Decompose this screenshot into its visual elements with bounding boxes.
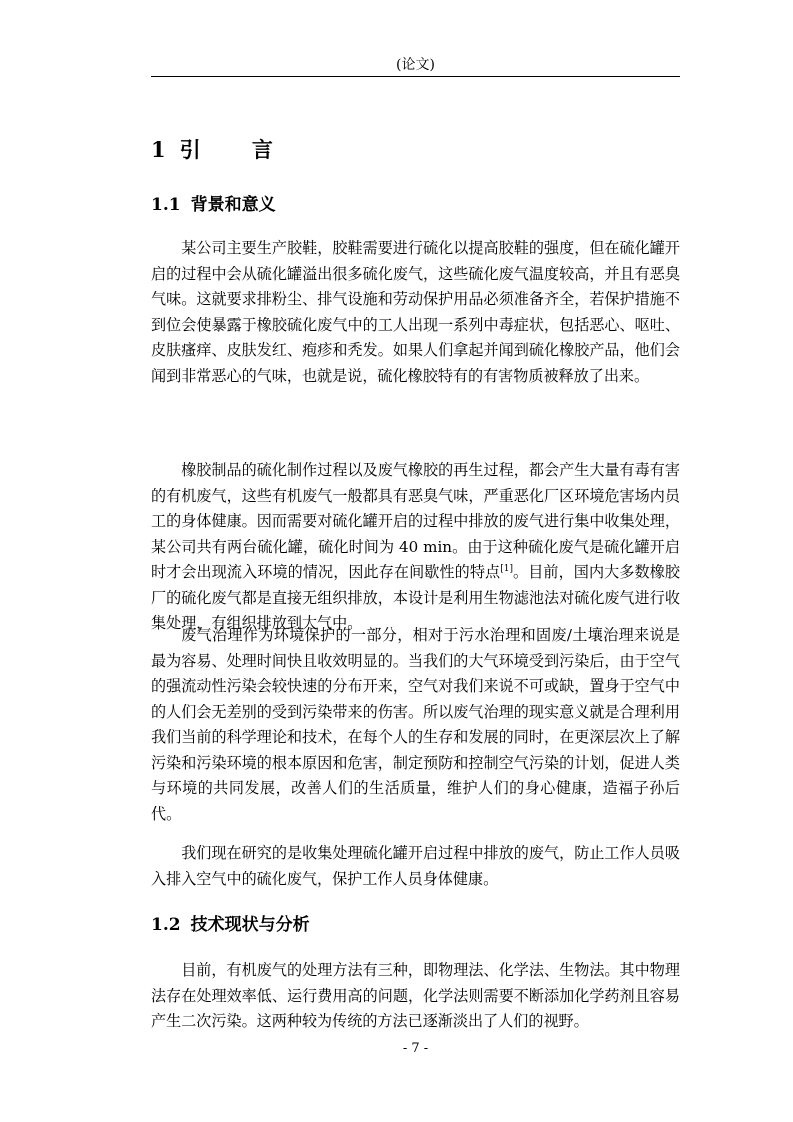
paragraph-background-2 — [151, 458, 680, 637]
page-number: - 7 - — [402, 1041, 429, 1056]
section-title-text: 技术现状与分析 — [190, 915, 310, 935]
paragraph-technology-1: 目前，有机废气的处理方法有三种，即物理法、化学法、生物法。其中物理法存在处理效率低、运行费用高的问题，化学法则需要不断添加化学药剂且容易产生二次污染。这两种较为传统的方法已逐渐淡出了人们的视野。 — [151, 961, 680, 1030]
paragraph-background-3: 废气治理作为环境保护的一部分，相对于污水治理和固废/土壤治理来说是最为容易、处理时间快且收效明显的。当我们的大气环境受到污染后，由于空气的强流动性污染会较快速的分布开来，空气对我们来说不可或缺，置身于空气中的人们会无差别的受到污染带来的伤害。所以废气治理的现实意义就是合理利用我们当前的科学理论和技术，在每个人的生存和发展的同时，在更深层次上了解污染和污染环境的根本原因和危害，制定预防和控制空气污染的计划，促进人类与环境的共同发展，改善人们的生活质量，维护人们的身心健康，造福子孙后代。 — [151, 626, 680, 823]
section-title-text: 背景和意义 — [190, 195, 276, 215]
paragraph-background-1: 某公司主要生产胶鞋，胶鞋需要进行硫化以提高胶鞋的强度，但在硫化罐开启的过程中会从硫化罐溢出很多硫化废气，这些硫化废气温度较高，并且有恶臭气味。这就要求排粉尘、排气设施和劳动保护用品必须准备齐全，若保护措施不到位会使暴露于橡胶硫化废气中的工人出现一系列中毒症状，包括恶心、呕吐、皮肤瘙痒、皮肤发红、疱疹和秃发。如果人们拿起并闻到硫化橡胶产品，他们会闻到非常恶心的气味，也就是说，硫化橡胶特有的有害物质被释放了出来。 — [151, 239, 680, 385]
header-rule — [151, 76, 680, 77]
section-title-background — [151, 194, 276, 216]
chapter-number: 1 — [151, 137, 166, 162]
paragraph-background-4: 我们现在研究的是收集处理硫化罐开启过程中排放的废气，防止工作人员吸入排入空气中的硫化废气，保护工作人员身体健康。 — [151, 844, 680, 888]
running-header: (论文) — [396, 57, 435, 73]
citation-reference: [1] — [500, 563, 513, 574]
paragraph-text: 橡胶制品的硫化制作过程以及废气橡胶的再生过程，都会产生大量有毒有害的有机废气，这些有机废气一般都具有恶臭气味，严重恶化厂区环境危害场内员工的身体健康。因而需要对硫化罐开启的过程中排放的废气进行集中收集处理，某公司共有两台硫化罐，硫化时间为 40 min。由于这种硫化废气是硫化罐开启时才会出现流入环境的情况，因此存在间歇性的特点 — [151, 461, 680, 581]
section-number: 1.2 — [151, 915, 181, 935]
section-title-technology — [151, 914, 310, 936]
chapter-title-text: 引 言 — [179, 137, 295, 162]
paragraph-text: 。目前，国内大多数橡胶厂的硫化废气都是直接无组织排放，本设计是利用生物滤池法对硫化废气进行收集处理，有组织排放到大气中。 — [151, 563, 680, 632]
chapter-title — [151, 136, 295, 164]
section-number: 1.1 — [151, 195, 181, 215]
